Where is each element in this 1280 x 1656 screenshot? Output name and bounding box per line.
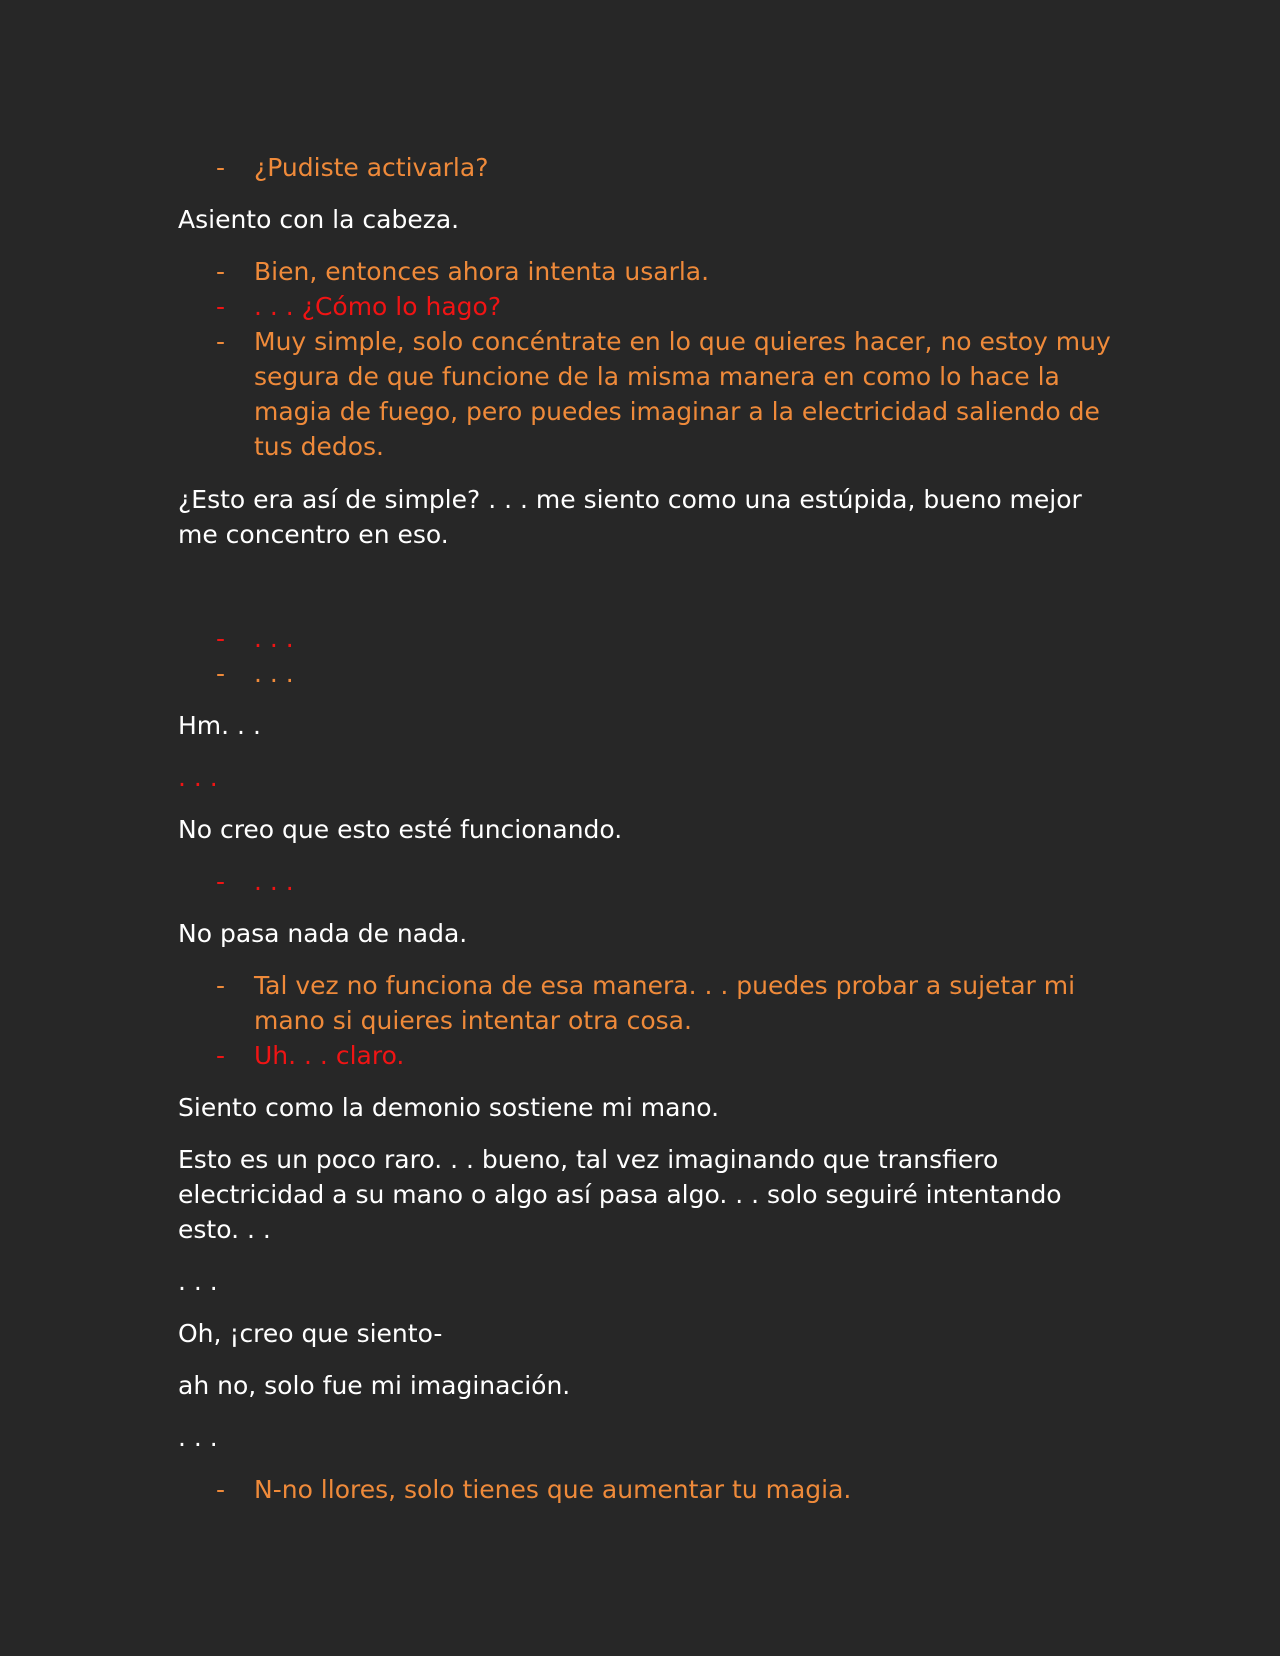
dialogue-text: . . . [254, 624, 294, 653]
dialogue-text: . . . ¿Cómo lo hago? [254, 292, 502, 321]
dialogue-dash: - [216, 292, 226, 321]
dialogue-line [216, 1038, 1116, 1073]
dialogue-text: Muy simple, solo concéntrate en lo que quieres hacer, no estoy muy segura de que funcione de la misma manera en como lo hace la magia de fuego, pero puedes imaginar a la electricidad saliendo de tus dedos. [254, 327, 1111, 461]
narration-paragraph: No pasa nada de nada. [178, 919, 468, 948]
dialogue-dash: - [216, 327, 226, 356]
ellipsis-line: . . . [178, 1423, 218, 1452]
dialogue-dash: - [216, 257, 226, 286]
dialogue-dash: - [216, 971, 226, 1000]
dialogue-dash: - [216, 659, 226, 688]
dialogue-line [216, 621, 1116, 656]
dialogue-line [216, 324, 1116, 464]
dialogue-text: ¿Pudiste activarla? [254, 153, 489, 182]
dialogue-line [216, 1472, 1116, 1507]
narration-paragraph: Oh, ¡creo que siento- [178, 1319, 443, 1348]
dialogue-dash: - [216, 153, 226, 182]
dialogue-dash: - [216, 1475, 226, 1504]
dialogue-text: . . . [254, 659, 294, 688]
dialogue-line [216, 254, 1116, 289]
dialogue-dash: - [216, 624, 226, 653]
narration-paragraph: Siento como la demonio sostiene mi mano. [178, 1093, 720, 1122]
dialogue-line [216, 150, 1116, 185]
dialogue-dash: - [216, 867, 226, 896]
dialogue-dash: - [216, 1041, 226, 1070]
narration-paragraph: ah no, solo fue mi imaginación. [178, 1371, 571, 1400]
narration-paragraph: Esto es un poco raro. . . bueno, tal vez imaginando que transfiero electricidad a su mano o algo así pasa algo. . . solo seguiré intentando esto. . . [178, 1145, 1070, 1244]
dialogue-text: . . . [254, 867, 294, 896]
dialogue-line [216, 968, 1116, 1038]
dialogue-text: Tal vez no funciona de esa manera. . . puedes probar a sujetar mi mano si quieres intentar otra cosa. [254, 971, 1076, 1035]
dialogue-text: Uh. . . claro. [254, 1041, 405, 1070]
dialogue-text: N-no llores, solo tienes que aumentar tu magia. [254, 1475, 852, 1504]
dialogue-line [216, 289, 1116, 324]
ellipsis-line: . . . [178, 763, 218, 792]
dialogue-line [216, 864, 1116, 899]
narration-paragraph: Asiento con la cabeza. [178, 205, 460, 234]
ellipsis-line: . . . [178, 1267, 218, 1296]
narration-paragraph: Hm. . . [178, 711, 261, 740]
dialogue-line [216, 656, 1116, 691]
narration-paragraph: No creo que esto esté funcionando. [178, 815, 623, 844]
dialogue-text: Bien, entonces ahora intenta usarla. [254, 257, 710, 286]
narration-paragraph: ¿Esto era así de simple? . . . me siento como una estúpida, bueno mejor me concentro en eso. [178, 485, 1090, 549]
